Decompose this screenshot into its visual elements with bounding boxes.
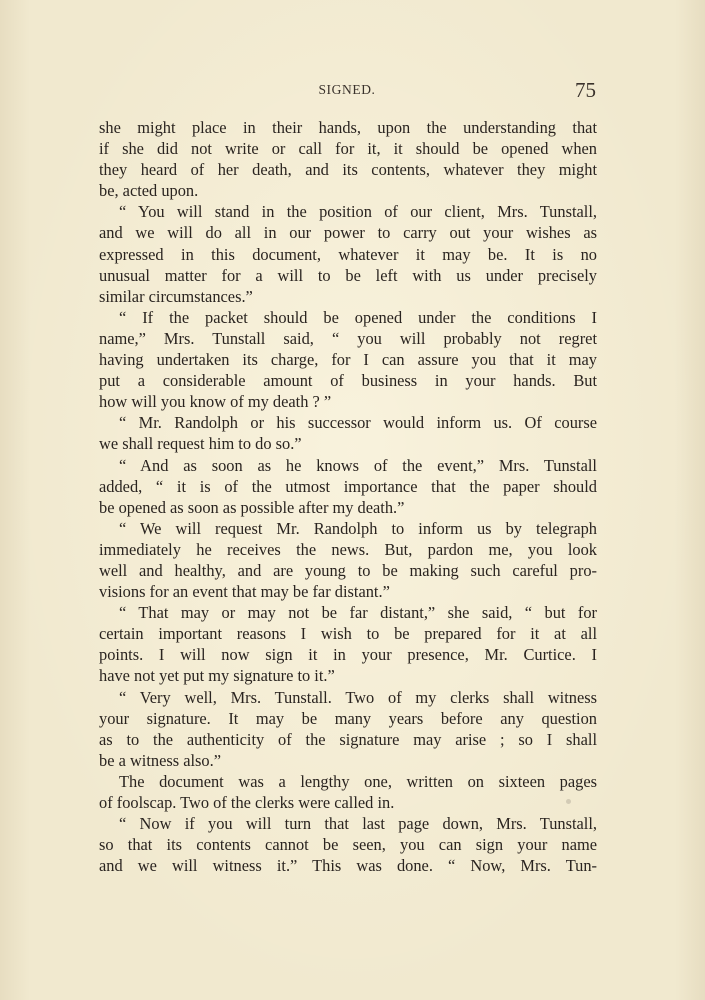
body-text [99,117,597,876]
page-number: 75 [575,78,596,102]
text-line: your signature. It may be many years before any question [99,708,597,728]
text-line: they heard of her death, and its contents, whatever they might [99,160,597,180]
text-line: unusual matter for a will to be left with us under precisely [99,265,597,285]
text-line: well and healthy, and are young to be making such careful pro- [99,560,597,580]
text-line: added, “ it is of the utmost importance that the paper should [99,476,597,496]
text-line: put a considerable amount of business in your hands. But [99,371,597,391]
text-line: be a witness also.” [99,750,221,770]
text-line: “ And as soon as he knows of the event,” Mrs. Tunstall [119,455,597,475]
text-line: certain important reasons I wish to be prepared for it at all [99,624,597,644]
text-line: and we will witness it.” This was done. “ Now, Mrs. Tun- [99,856,597,876]
text-line: so that its contents cannot be seen, you can sign your name [99,835,597,855]
text-line: name,” Mrs. Tunstall said, “ you will probably not regret [99,328,597,348]
text-line: we shall request him to do so.” [99,434,302,454]
text-line: be opened as soon as possible after my death.” [99,497,405,517]
text-line: having undertaken its charge, for I can assure you that it may [99,350,597,370]
text-line: of foolscap. Two of the clerks were called in. [99,793,395,812]
section-title: SIGNED. [318,82,376,97]
text-line: “ If the packet should be opened under the conditions I [119,307,597,327]
text-line: similar circumstances.” [99,286,253,306]
text-line: she might place in their hands, upon the understanding that [99,118,597,137]
text-line: points. I will now sign it in your presence, Mr. Curtice. I [99,645,597,665]
text-line: have not yet put my signature to it.” [99,666,335,686]
text-line: “ You will stand in the position of our client, Mrs. Tunstall, [119,202,597,222]
text-line: as to the authenticity of the signature may arise ; so I shall [99,729,597,749]
text-line: how will you know of my death ? ” [99,392,332,412]
text-line: if she did not write or call for it, it should be opened when [99,139,597,159]
text-line: and we will do all in our power to carry out your wishes as [99,223,597,243]
paper-speck [566,799,571,804]
text-line: “ That may or may not be far distant,” she said, “ but for [119,603,597,623]
text-line: “ We will request Mr. Randolph to inform us by telegraph [119,518,597,538]
text-line: “ Now if you will turn that last page down, Mrs. Tunstall, [119,814,597,834]
text-line: “ Mr. Randolph or his successor would inform us. Of course [119,413,597,433]
text-line: “ Very well, Mrs. Tunstall. Two of my clerks shall witness [119,687,597,707]
text-line: expressed in this document, whatever it may be. It is no [99,244,597,264]
running-head [98,78,596,104]
text-line: immediately he receives the news. But, pardon me, you look [99,539,597,559]
text-line: be, acted upon. [99,181,199,201]
text-line: The document was a lengthy one, written on sixteen pages [119,771,597,791]
text-line: visions for an event that may be far distant.” [99,582,390,602]
